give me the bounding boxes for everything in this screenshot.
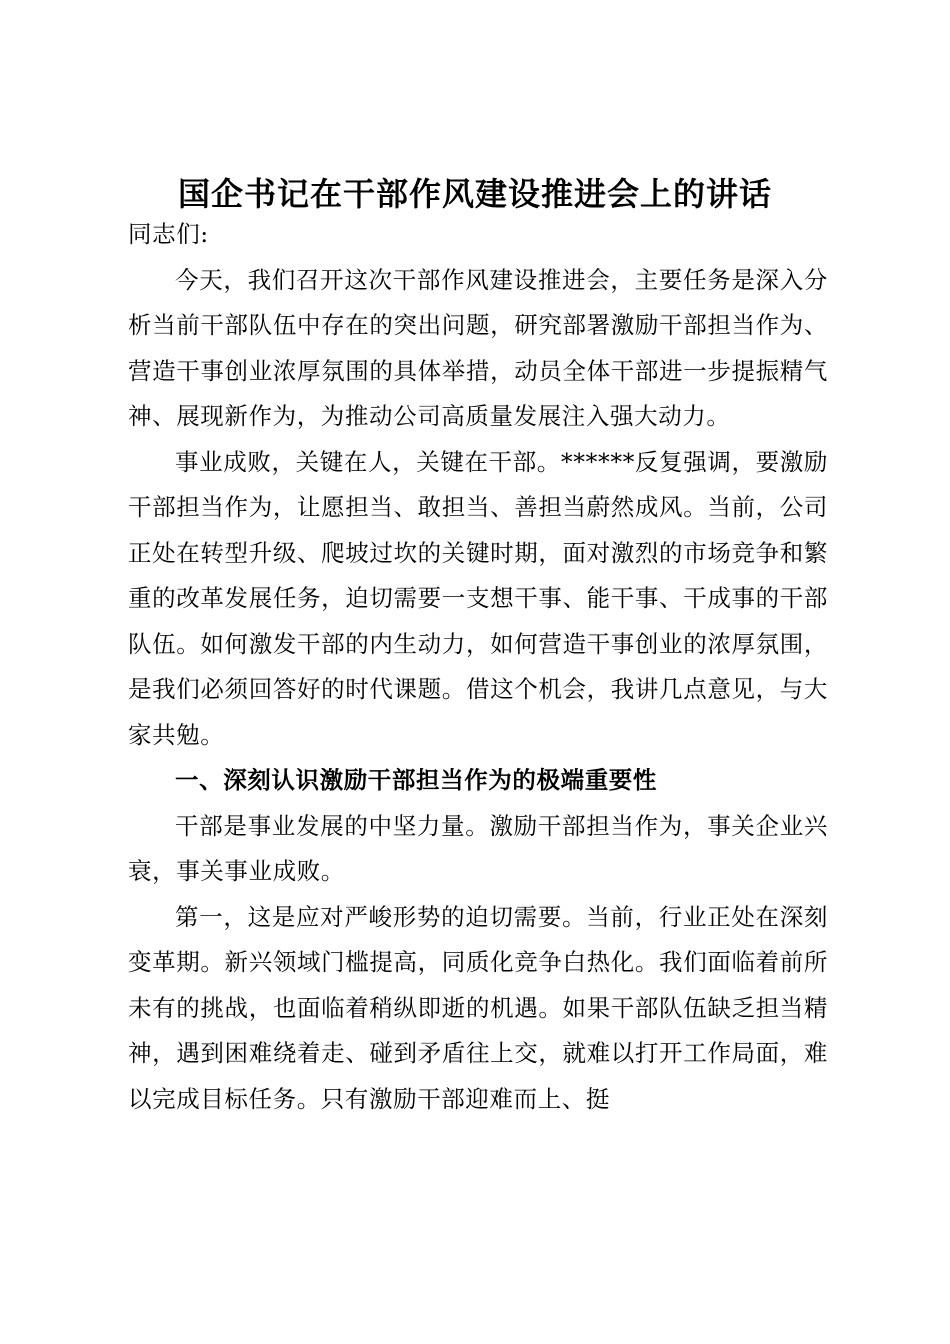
paragraph-point-one: 第一，这是应对严峻形势的迫切需要。当前，行业正处在深刻变革期。新兴领域门槛提高，同质化竞争白热化。我们面临着前所未有的挑战，也面临着稍纵即逝的机遇。如果干部队伍缺乏担当精神，遇到困难绕着走、碰到矛盾往上交，就难以打开工作局面，难以完成目标任务。只有激励干部迎难而上、挺 — [128, 902, 828, 1113]
document-body — [128, 212, 828, 1122]
document-title: 国企书记在干部作风建设推进会上的讲话 — [177, 175, 772, 213]
paragraph-context: 事业成败，关键在人，关键在干部。******反复强调，要激励干部担当作为，让愿担当、敢担当、善担当蔚然成风。当前，公司正处在转型升级、爬坡过坎的关键时期，面对激烈的市场竞争和繁重的改革发展任务，迫切需要一支想干事、能干事、干成事的干部队伍。如何激发干部的内生动力，如何营造干事创业的浓厚氛围，是我们必须回答好的时代课题。借这个机会，我讲几点意见，与大家共勉。 — [128, 447, 828, 749]
salutation: 同志们: — [128, 220, 209, 248]
section-heading: 一、深刻认识激励干部担当作为的极端重要性 — [175, 766, 657, 794]
paragraph-section-summary: 干部是事业发展的中坚力量。激励干部担当作为，事关企业兴衰，事关事业成败。 — [128, 811, 828, 885]
paragraph-intro: 今天，我们召开这次干部作风建设推进会，主要任务是深入分析当前干部队伍中存在的突出问题，研究部署激励干部担当作为、营造干事创业浓厚氛围的具体举措，动员全体干部进一步提振精气神、展现新作为，为推动公司高质量发展注入强大动力。 — [128, 265, 828, 430]
